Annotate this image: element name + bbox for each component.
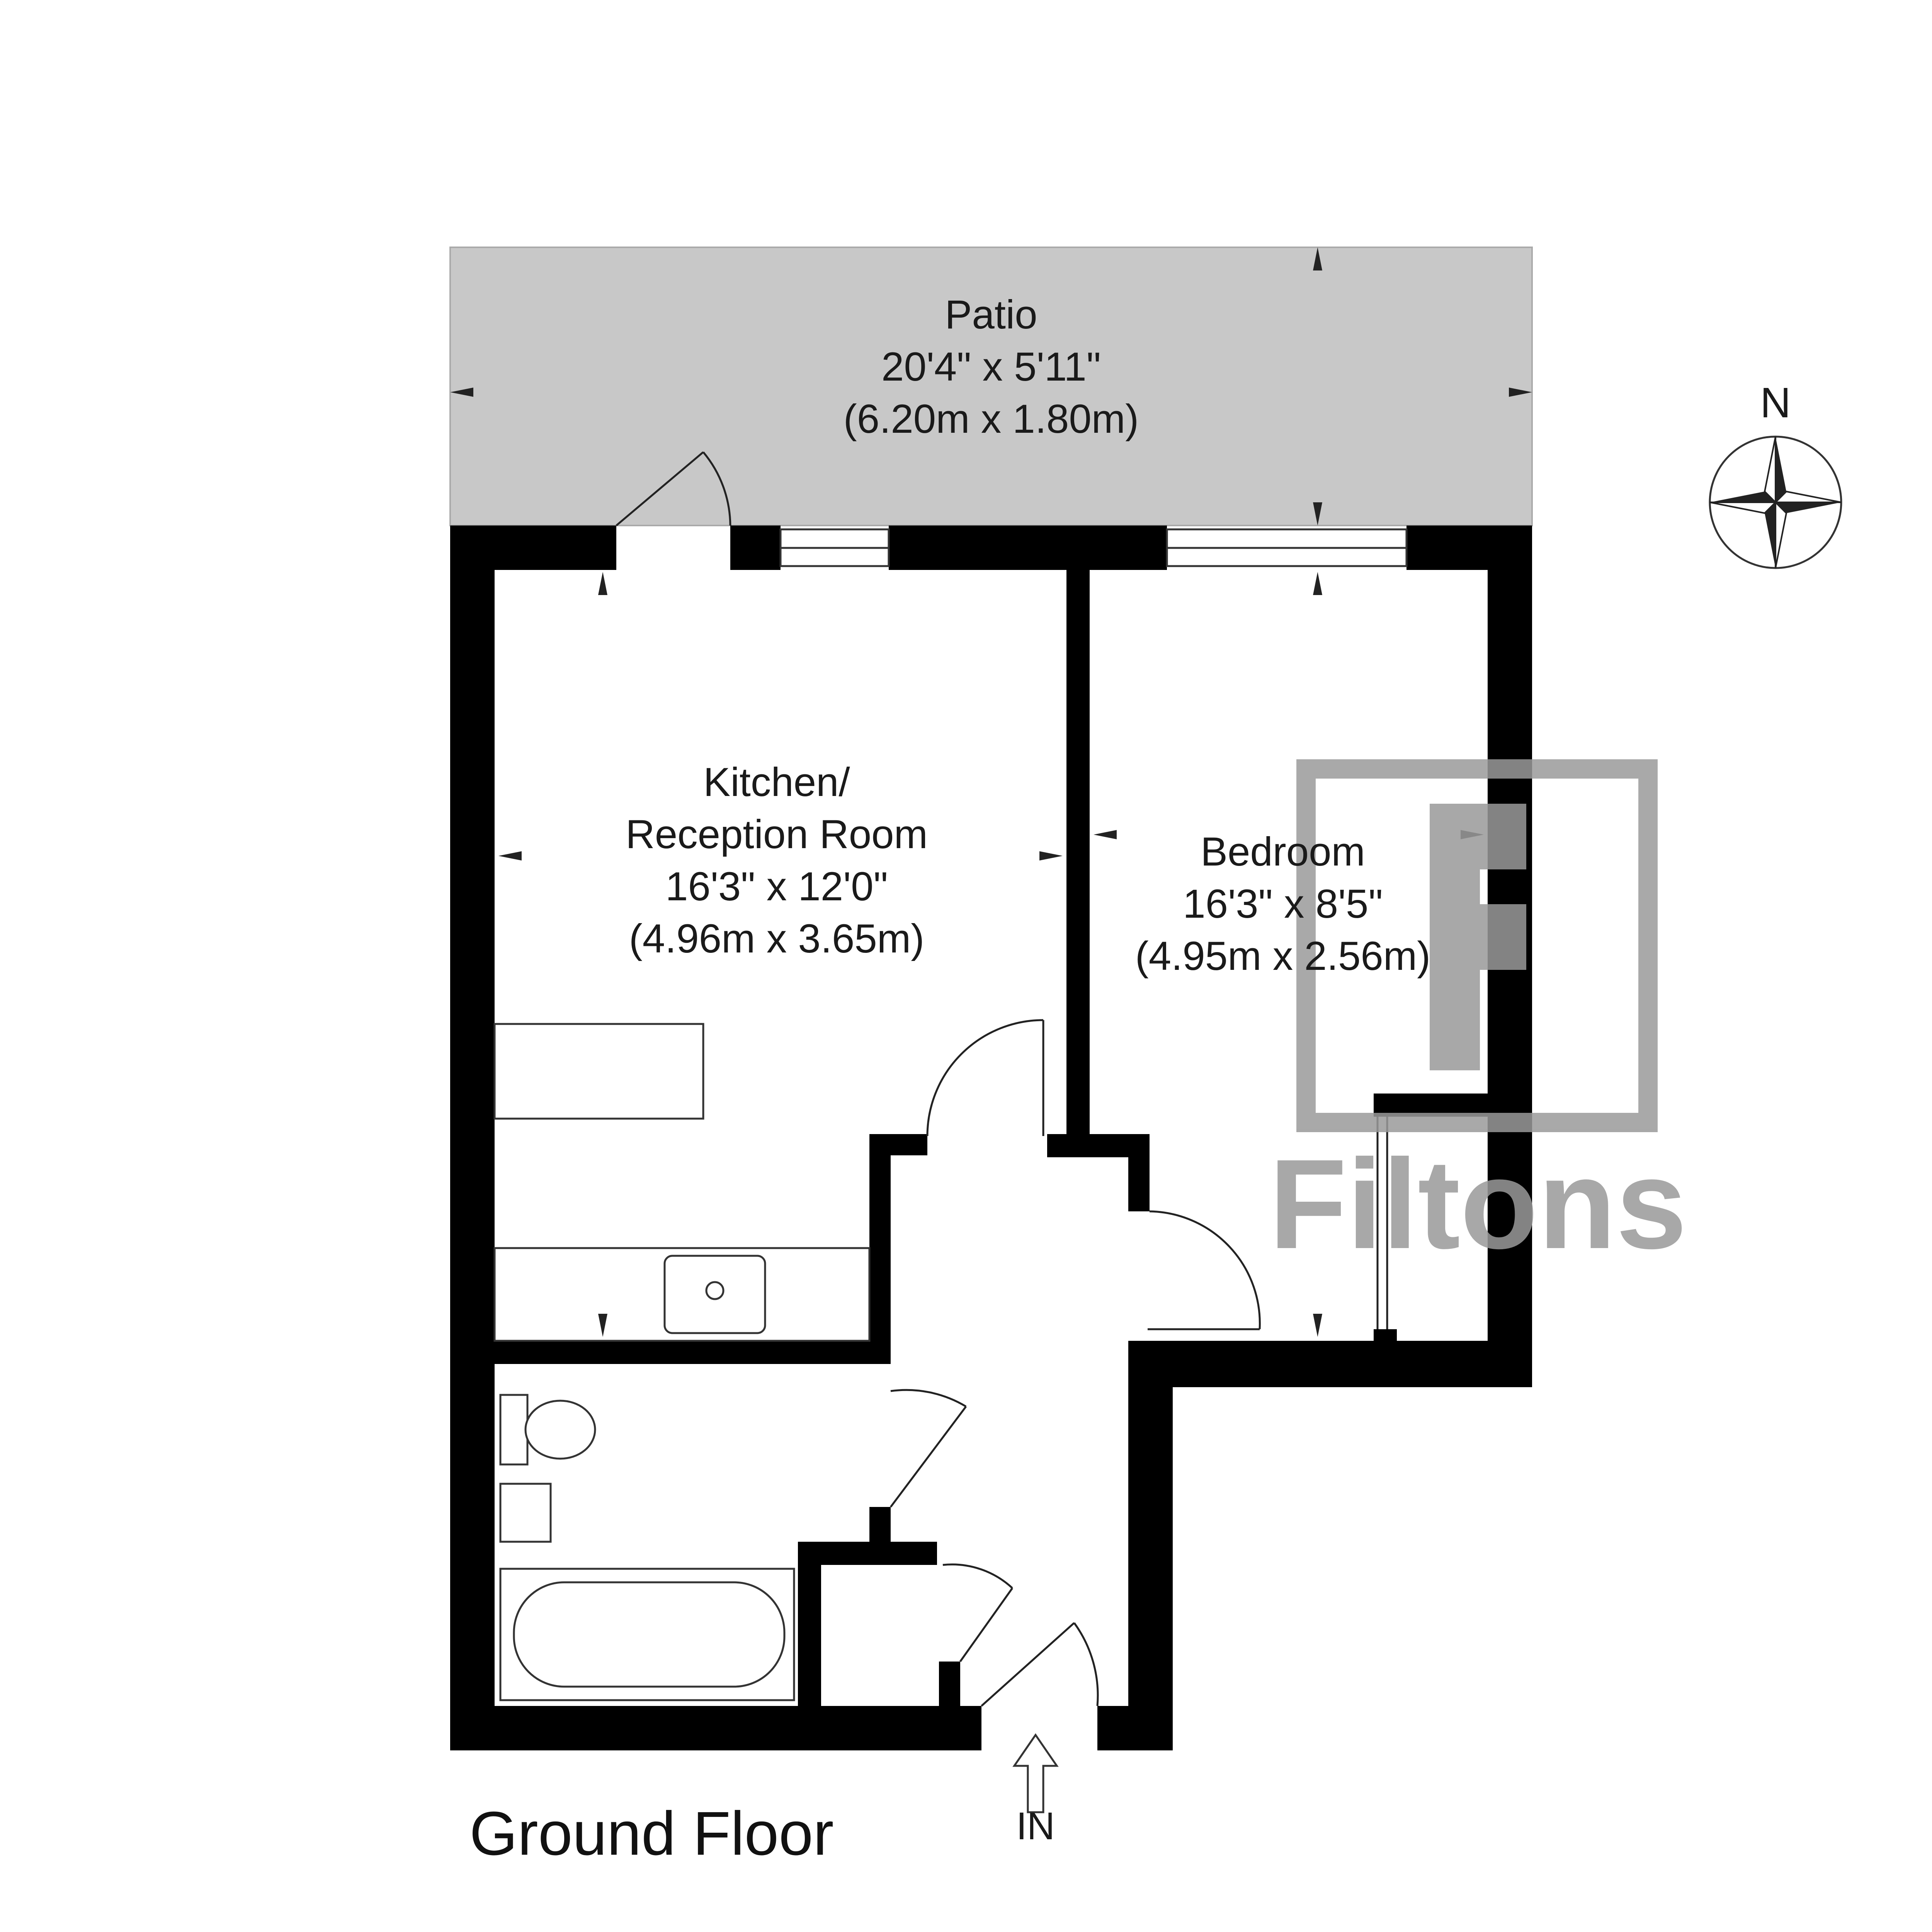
compass-icon xyxy=(1710,437,1841,568)
kitchen-island xyxy=(495,1024,703,1119)
bedroom-imperial: 16'3" x 8'5" xyxy=(1183,881,1383,927)
kitchen-metric: (4.96m x 3.65m) xyxy=(629,916,925,961)
kitchen-name-line1: Kitchen/ xyxy=(703,760,850,805)
doors xyxy=(616,452,1387,1706)
patio-imperial: 20'4" x 5'11" xyxy=(881,344,1101,389)
patio-metric: (6.20m x 1.80m) xyxy=(843,396,1139,442)
compass-north-label: N xyxy=(1760,379,1791,427)
kitchen-imperial: 16'3" x 12'0" xyxy=(665,864,888,909)
toilet xyxy=(500,1395,527,1464)
bedroom-name: Bedroom xyxy=(1200,829,1366,874)
bedroom-metric: (4.95m x 2.56m) xyxy=(1135,934,1431,979)
watermark-text: Filtons xyxy=(1269,1133,1687,1275)
patio-name: Patio xyxy=(945,292,1037,337)
entrance-arrow xyxy=(1014,1735,1057,1812)
kitchen-name-line2: Reception Room xyxy=(625,812,928,857)
kitchen-sink xyxy=(665,1256,765,1333)
entrance-label: IN xyxy=(1016,1804,1055,1848)
washbasin xyxy=(500,1484,551,1542)
floor-label: Ground Floor xyxy=(469,1799,834,1868)
